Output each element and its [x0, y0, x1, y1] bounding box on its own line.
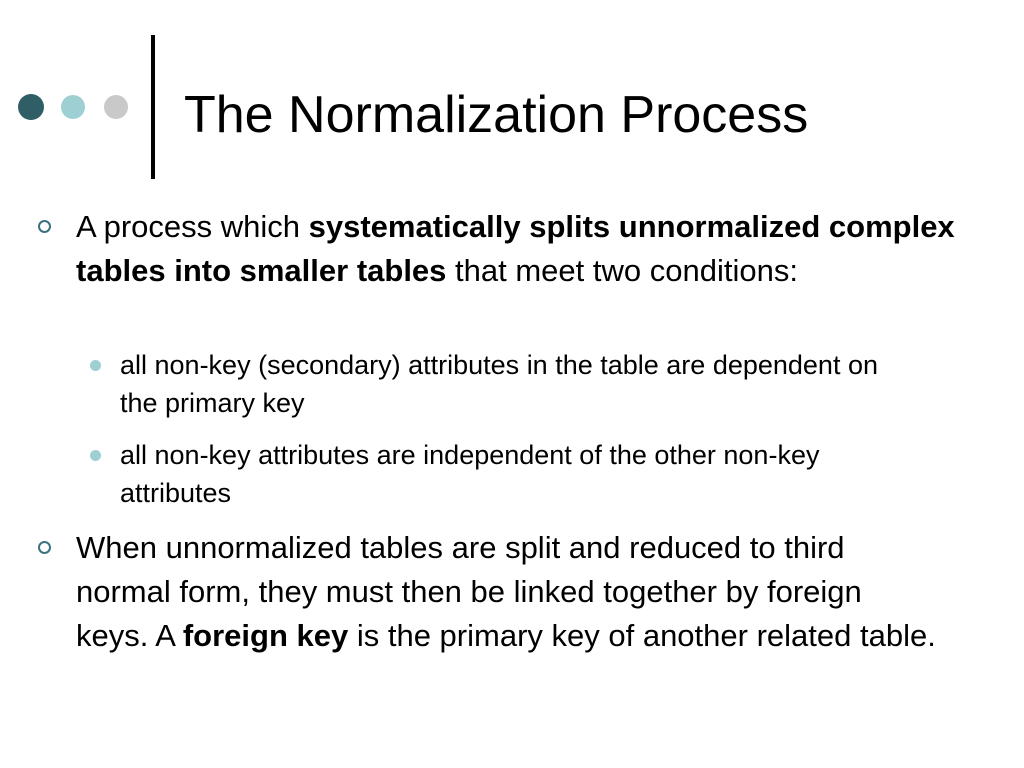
ring-bullet-icon: [38, 541, 51, 554]
decorative-dot-dark: [18, 94, 44, 120]
bullet-1-text-tail: that meet two conditions:: [446, 253, 798, 288]
decorative-dot-teal: [61, 95, 85, 119]
slide-title: The Normalization Process: [184, 86, 809, 144]
dot-bullet-icon: [90, 360, 101, 371]
decorative-dot-gray: [104, 95, 128, 119]
bullet-1-text-plain: A process which: [76, 209, 309, 244]
sub-bullet-1-text: all non-key (secondary) attributes in the table are dependent on the primary key: [120, 350, 878, 418]
sub-bullet-2-text: all non-key attributes are independent of the other non-key attributes: [120, 440, 820, 508]
bullet-item-2: [76, 526, 936, 658]
sub-bullet-item-2: [120, 436, 900, 512]
ring-bullet-icon: [38, 220, 51, 233]
bullet-2-text-bold: foreign key: [182, 618, 349, 653]
sub-bullet-item-1: [120, 346, 900, 422]
bullet-item-1: [76, 205, 956, 293]
bullet-2-text-tail: is the primary key of another related table.: [348, 618, 936, 653]
bullet-1-text-bold: systematically splits unnormalized complex tables into smaller tables: [76, 209, 955, 288]
dot-bullet-icon: [90, 450, 101, 461]
bullet-2-text-plain: When unnormalized tables are split and reduced to third normal form, they must then be linked together by foreign keys. A: [76, 530, 862, 653]
title-divider: [151, 35, 155, 179]
